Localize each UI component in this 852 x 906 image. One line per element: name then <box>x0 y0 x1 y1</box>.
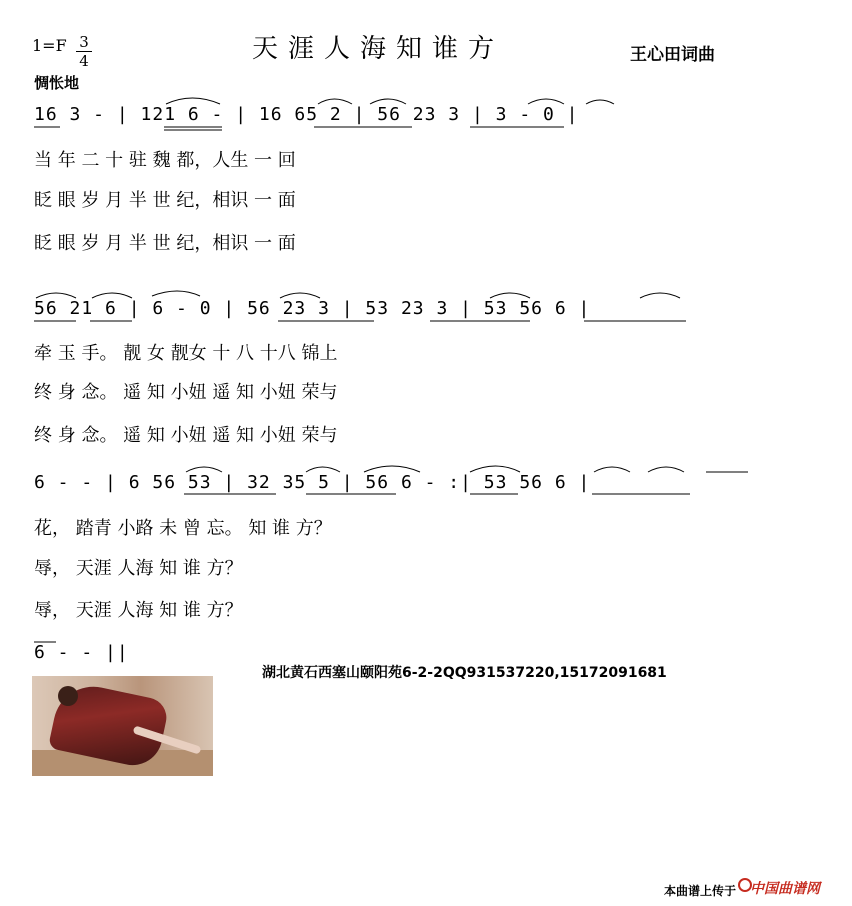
lyrics-row-3-verse-3: 辱， 天涯 人海 知 谁 方？ <box>34 600 243 621</box>
lyrics-row-2-verse-3: 终 身 念。 遥 知 小妞 遥 知 小妞 荣与 <box>34 425 338 446</box>
site-logo-text[interactable]: 中国曲谱网 <box>750 881 820 897</box>
notes-row-4: 6 - - || <box>34 642 129 663</box>
time-bottom: 4 <box>76 51 92 70</box>
slur <box>370 99 406 104</box>
slur <box>318 99 352 104</box>
slur <box>92 293 132 298</box>
slur <box>640 293 680 298</box>
slur <box>280 293 320 298</box>
slur <box>36 293 76 298</box>
notes-row-3: 6 - - | 6 56 53 | 32 35 5 | 56 6 - :| 53 56 6 | <box>34 472 591 493</box>
slur <box>306 467 340 472</box>
upload-note: 本曲谱上传于 <box>664 884 737 898</box>
lyrics-row-1-verse-3: 眨 眼 岁 月 半 世 纪，相识 一 面 <box>34 233 296 254</box>
slur <box>594 467 630 472</box>
time-top: 3 <box>79 33 89 51</box>
notes-row-1: 16 3 - | 121 6 - | 16 65 2 | 56 23 3 | 3 - 0 | <box>34 104 579 125</box>
slur <box>364 466 420 472</box>
notes-row-2: 56 21 6 | 6 - 0 | 56 23 3 | 53 23 3 | 53 56 6 | <box>34 298 591 319</box>
slur <box>648 467 684 472</box>
singer-photo <box>32 676 213 776</box>
slur <box>186 467 222 472</box>
slur <box>490 293 530 298</box>
song-title: 天涯人海知谁方 <box>252 34 505 64</box>
lyrics-row-2-verse-1: 牵 玉 手。 靓 女 靓女 十 八 十八 锦上 <box>34 343 338 364</box>
lyrics-row-1-verse-2: 眨 眼 岁 月 半 世 纪，相识 一 面 <box>34 190 296 211</box>
song-author: 王心田词曲 <box>630 45 715 65</box>
tie <box>586 100 614 104</box>
slur <box>470 466 520 472</box>
lyrics-row-3-verse-1: 花， 踏青 小路 未 曾 忘。 知 谁 方？ <box>34 518 332 539</box>
lyrics-row-3-verse-2: 辱， 天涯 人海 知 谁 方？ <box>34 558 243 579</box>
lyrics-row-2-verse-2: 终 身 念。 遥 知 小妞 遥 知 小妞 荣与 <box>34 382 338 403</box>
contact-info: 湖北黄石西塞山颐阳苑6-2-2QQ931537220,15172091681 <box>262 665 667 681</box>
slur <box>528 99 564 104</box>
tempo-marking: 惆怅地 <box>34 74 80 92</box>
photo-head <box>58 686 78 706</box>
lyrics-row-1-verse-1: 当 年 二 十 驻 魏 都，人生 一 回 <box>34 150 296 171</box>
tie <box>152 291 200 296</box>
slur <box>166 98 220 104</box>
key-signature: 1=F <box>32 36 67 55</box>
